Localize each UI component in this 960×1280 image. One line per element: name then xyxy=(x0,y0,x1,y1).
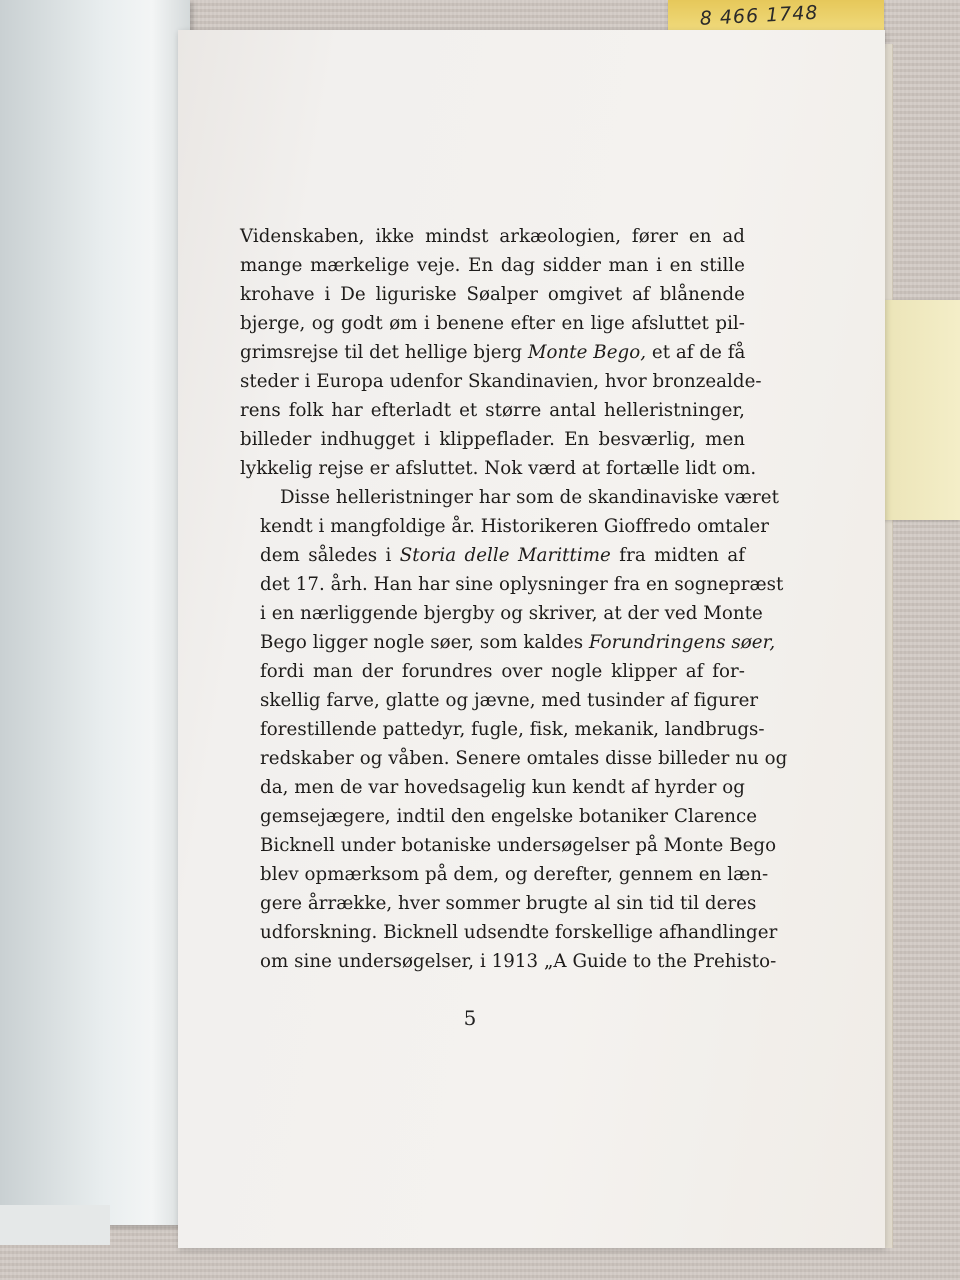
text-run: billeder indhugget i klippeflader. En besværlig, men xyxy=(240,429,745,450)
text-line xyxy=(240,947,777,976)
text-run: det 17. årh. Han har sine oplysninger fra en sognepræst xyxy=(260,574,784,595)
text-line xyxy=(240,715,765,744)
text-run: grimsrejse til det hellige bjerg xyxy=(240,342,528,363)
text-line xyxy=(240,338,745,367)
paper-tab xyxy=(880,300,960,520)
text-line xyxy=(240,280,745,309)
text-run: gere årrække, hver sommer brugte al sin tid til deres xyxy=(260,893,757,914)
text-line xyxy=(240,483,779,512)
text-line xyxy=(240,773,745,802)
text-run: blev opmærksom på dem, og derefter, gennem en læn- xyxy=(260,864,769,885)
text-line xyxy=(240,454,757,483)
text-run: i en nærliggende bjergby og skriver, at der ved Monte xyxy=(260,603,763,624)
text-line xyxy=(240,657,745,686)
paragraph xyxy=(240,222,762,483)
cover-edge xyxy=(0,1205,110,1245)
left-page xyxy=(0,0,190,1225)
text-line xyxy=(240,860,769,889)
text-run: da, men de var hovedsagelig kun kendt af hyrder og xyxy=(260,777,745,798)
text-line xyxy=(240,686,759,715)
text-run: gemsejægere, indtil den engelske botaniker Clarence xyxy=(260,806,758,827)
handwritten-call-number: 8 466 1748 xyxy=(699,1,819,30)
text-run: fordi man der forundres over nogle klipper af for- xyxy=(260,661,745,682)
italic-text: Storia delle Marittime xyxy=(399,545,611,566)
text-line xyxy=(240,744,788,773)
text-run: rens folk har efterladt et større antal helleristninger, xyxy=(240,400,745,421)
text-line xyxy=(240,802,758,831)
text-run: kendt i mangfoldige år. Historikeren Gioffredo omtaler xyxy=(260,516,769,537)
text-line xyxy=(240,512,769,541)
text-run: steder i Europa udenfor Skandinavien, hvor bronzealde- xyxy=(240,371,762,392)
text-run: mange mærkelige veje. En dag sidder man i en stille xyxy=(240,255,745,276)
text-line xyxy=(240,628,776,657)
text-line xyxy=(240,570,784,599)
text-line xyxy=(240,831,777,860)
text-run: lykkelig rejse er afsluttet. Nok værd at fortælle lidt om. xyxy=(240,458,757,479)
text-run: fra midten af xyxy=(610,545,745,566)
text-run: redskaber og våben. Senere omtales disse billeder nu og xyxy=(260,748,788,769)
body-text xyxy=(240,222,788,976)
text-run: forestillende pattedyr, fugle, fisk, mekanik, landbrugs- xyxy=(260,719,765,740)
text-line xyxy=(240,367,762,396)
text-run: Videnskaben, ikke mindst arkæologien, fører en ad xyxy=(240,226,745,247)
text-run: dem således i xyxy=(260,545,400,566)
text-line xyxy=(240,599,763,628)
text-line xyxy=(240,918,778,947)
italic-text: Monte Bego, xyxy=(527,342,647,363)
text-run: Disse helleristninger har som de skandinaviske været xyxy=(280,487,779,508)
text-run: Bego ligger nogle søer, som kaldes xyxy=(260,632,589,653)
text-run: bjerge, og godt øm i benene efter en lige afsluttet pil- xyxy=(240,313,745,334)
text-run: et af de få xyxy=(646,342,746,363)
text-run: Bicknell under botaniske undersøgelser på Monte Bego xyxy=(260,835,777,856)
text-line xyxy=(240,396,745,425)
italic-text: Forundringens søer, xyxy=(588,632,776,653)
text-line xyxy=(240,222,745,251)
text-run: udforskning. Bicknell udsendte forskellige afhandlinger xyxy=(260,922,778,943)
text-line xyxy=(240,251,745,280)
paragraph xyxy=(240,483,788,976)
text-line xyxy=(240,425,745,454)
text-line xyxy=(240,309,745,338)
page-number: 5 xyxy=(463,1006,477,1030)
text-line xyxy=(240,889,757,918)
text-run: krohave i De liguriske Søalper omgivet af blånende xyxy=(240,284,745,305)
text-line xyxy=(240,541,745,570)
text-run: om sine undersøgelser, i 1913 „A Guide to the Prehisto- xyxy=(260,951,777,972)
text-run: skellig farve, glatte og jævne, med tusinder af figurer xyxy=(260,690,759,711)
